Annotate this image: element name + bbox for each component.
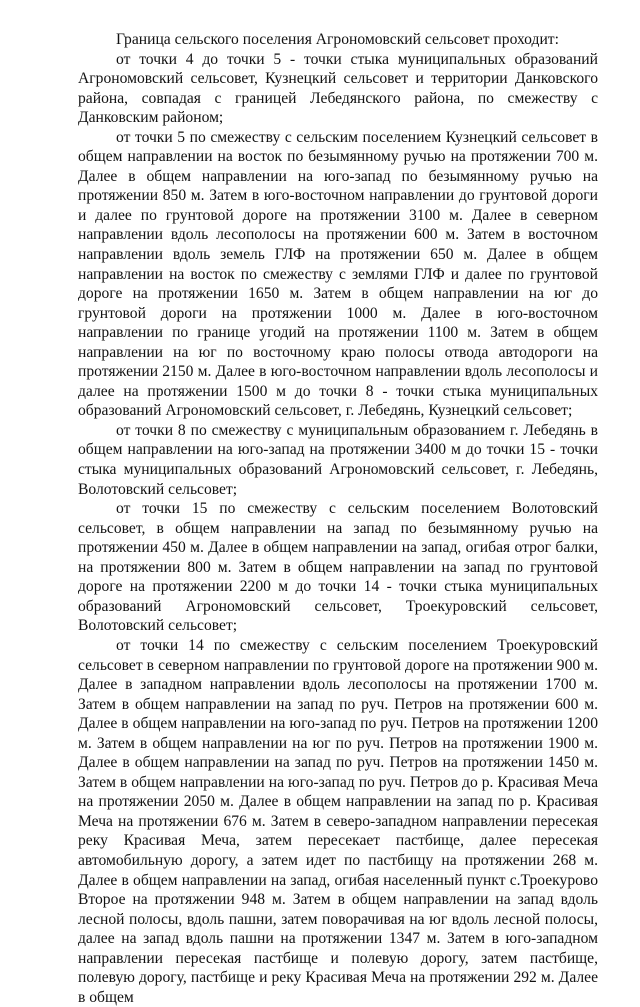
- document-paragraph: от точки 15 по смежеству с сельским поселением Волотовский сельсовет, в общем направлении на запад по безымянному ручью на протяжении 450 м. Далее в общем направлении на запад, огибая отрог балки, на протяжении 800 м. Затем в общем направлении на запад по грунтовой дороге на протяжении 2200 м до точки 14 - точки стыка муниципальных образований Агрономовский сельсовет, Троекуровский сельсовет, Волотовский сельсовет;: [78, 500, 598, 635]
- document-paragraph-heading: Граница сельского поселения Агрономовский сельсовет проходит:: [116, 31, 559, 48]
- document-paragraph: от точки 4 до точки 5 - точки стыка муниципальных образований Агрономовский сельсовет, Кузнецкий сельсовет и территории Данковского района, совпадая с границей Лебедянского района, по смежеству с Данковским районом;: [78, 50, 598, 127]
- document-paragraph: от точки 8 по смежеству с муниципальным образованием г. Лебедянь в общем направлении на юго-запад на протяжении 3400 м до точки 15 - точки стыка муниципальных образований Агрономовский сельсовет, г. Лебедянь, Волотовский сельсовет;: [78, 421, 598, 498]
- document-page: [78, 30, 598, 1007]
- document-paragraph: от точки 14 по смежеству с сельским поселением Троекуровский сельсовет в северном направлении по грунтовой дороге на протяжении 900 м. Далее в западном направлении вдоль лесополосы на протяжении 1700 м. Затем в общем направлении на запад по руч. Петров на протяжении 600 м. Далее в общем направлении на юго-запад по руч. Петров на протяжении 1200 м. Затем в общем направлении на юг по руч. Петров на протяжении 1900 м. Далее в общем направлении на запад по руч. Петров на протяжении 1450 м. Затем в общем направлении на юго-запад по руч. Петров до р. Красивая Меча на протяжении 2050 м. Далее в общем направлении на запад по р. Красивая Меча на протяжении 676 м. Затем в северо-западном направлении пересекая реку Красивая Меча, затем пересекает пастбище, далее пересекая автомобильную дорогу, а затем идет по пастбищу на протяжении 268 м. Далее в общем направлении на запад, огибая населенный пункт с.Троекурово Второе на протяжении 948 м. Затем в общем направлении на запад вдоль лесной полосы, вдоль пашни, затем поворачивая на юг вдоль лесной полосы, далее на запад вдоль пашни на протяжении 1347 м. Затем в юго-западном направлении пересекая пастбище и полевую дорогу, затем пастбище, полевую дорогу, пастбище и реку Красивая Меча на протяжении 292 м. Далее в общем: [78, 636, 598, 1006]
- document-paragraph: от точки 5 по смежеству с сельским поселением Кузнецкий сельсовет в общем направлении на восток по безымянному ручью на протяжении 700 м. Далее в общем направлении на юго-запад по безымянному ручью на протяжении 850 м. Затем в юго-восточном направлении до грунтовой дороги и далее по грунтовой дороге на протяжении 3100 м. Далее в северном направлении вдоль лесополосы на протяжении 600 м. Затем в восточном направлении вдоль земель ГЛФ на протяжении 650 м. Далее в общем направлении на восток по смежеству с землями ГЛФ и далее по грунтовой дороге на протяжении 1650 м. Затем в общем направлении на юг до грунтовой дороги на протяжении 1000 м. Далее в юго-восточном направлении по границе угодий на протяжении 1100 м. Затем в общем направлении на юг по восточному краю полосы отвода автодороги на протяжении 2150 м. Далее в юго-восточном направлении вдоль лесополосы и далее на протяжении 1500 м до точки 8 - точки стыка муниципальных образований Агрономовский сельсовет, г. Лебедянь, Кузнецкий сельсовет;: [78, 128, 598, 420]
